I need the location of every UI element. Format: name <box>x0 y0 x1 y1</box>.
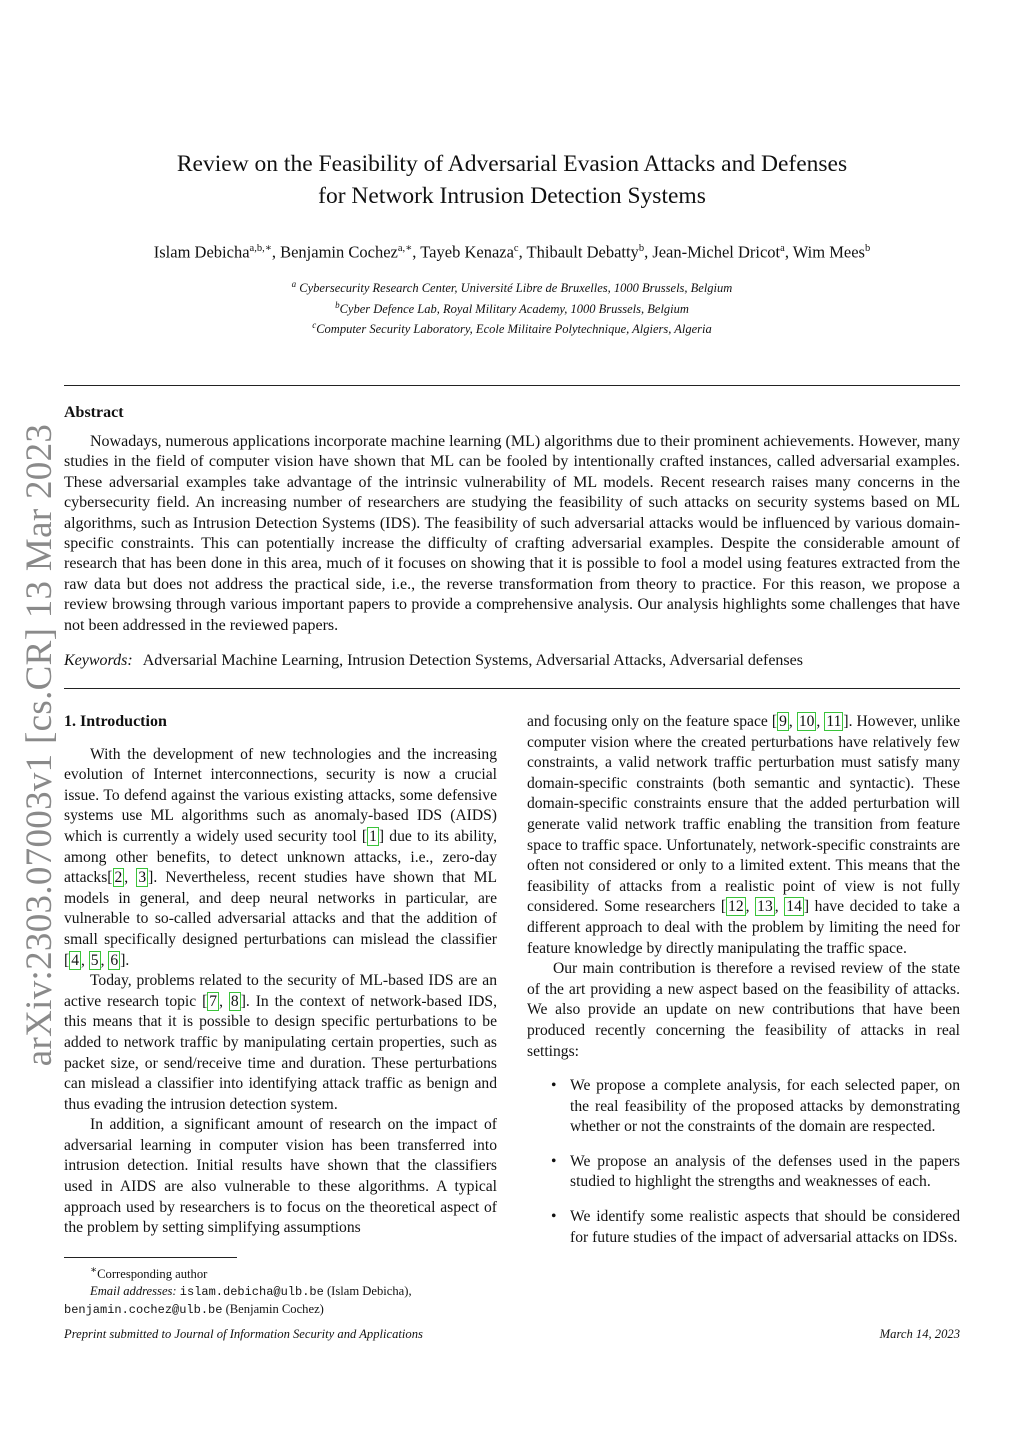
author-affiliation-mark: b <box>638 243 645 254</box>
footnote-rule <box>64 1257 237 1258</box>
contribution-text: We propose a complete analysis, for each selected paper, on the real feasibility of the proposed attacks by demonstrating whether or not the constraints of the domain are respected. <box>570 1077 960 1136</box>
contribution-text: We propose an analysis of the defenses used in the papers studied to highlight the strengths and weaknesses of each. <box>570 1152 960 1191</box>
author-name: Benjamin Cochez <box>280 242 398 262</box>
citation-link[interactable]: 14 <box>786 898 802 916</box>
affiliation-a <box>64 276 960 297</box>
paragraph-text: , <box>124 869 137 887</box>
paragraph-text: ]. However, unlike computer vision where the created perturbations have relatively few constraints, a valid network traffic perturbation must satisfy many domain-specific constraints (both semantic and syntactic). These domain-specific constraints ensure that the added perturbation will generate valid network traffic enabling the transition from feature space to traffic space. Unfortunately, network-specific constraints are often not considered or only to a limited extent. This means that the feasibility of attacks from a realistic point of view is not fully considered. Some researchers [ <box>527 713 960 916</box>
paragraph-text: , <box>100 951 109 969</box>
author-name: Islam Debicha <box>153 242 250 262</box>
author-name: Thibault Debatty <box>526 242 639 262</box>
paragraph-text: ] due to its ability, among other benefits, to detect unknown attacks, i.e., zero-day attacks[ <box>64 827 497 887</box>
paragraph-text: With the development of new technologies and the increasing evolution of Internet interconnections, security is now a crucial issue. To defend against the various existing attacks, some defensive systems use ML algorithms such as anomaly-based IDS (AIDS) which is currently a widely used security tool [ <box>64 745 497 845</box>
affiliation-c <box>64 317 960 338</box>
intro-paragraph-3: In addition, a significant amount of research on the impact of adversarial learning in computer vision has been transferred into intrusion detection. Initial results have shown that the classifiers used in AIDS are also vulnerable to these algorithms. A typical approach used by researchers is to focus on the theoretical aspect of the problem by setting simplifying assumptions <box>64 1116 497 1237</box>
author-affiliation-mark: a,∗ <box>397 243 413 254</box>
citation-link[interactable]: 9 <box>779 713 787 730</box>
affiliation-mark: a <box>291 279 297 289</box>
affiliation-text: Cyber Defence Lab, Royal Military Academy, 1000 Brussels, Belgium <box>339 301 689 316</box>
affiliation-list <box>64 276 960 338</box>
citation-link[interactable]: 13 <box>757 898 773 916</box>
abstract-rule <box>64 688 960 689</box>
citation-link[interactable]: 6 <box>110 951 119 969</box>
paragraph-text: , <box>81 951 89 969</box>
title-line-1: Review on the Feasibility of Adversarial Evasion Attacks and Defenses <box>176 151 848 177</box>
citation-link[interactable]: 1 <box>369 827 377 845</box>
author-separator: , <box>644 242 653 262</box>
citation-link[interactable]: 11 <box>826 713 842 730</box>
bullet-icon: • <box>551 1208 557 1226</box>
affiliation-text: Computer Security Laboratory, Ecole Militaire Polytechnique, Algiers, Algeria <box>316 322 712 337</box>
affiliation-b <box>64 297 960 318</box>
section-heading: 1. Introduction <box>64 713 167 730</box>
bullet-icon: • <box>551 1077 557 1095</box>
author-separator: , <box>412 242 421 262</box>
author-separator: , <box>271 242 281 262</box>
contribution-text: We identify some realistic aspects that should be considered for future studies of the impact of adversarial attacks on IDSs. <box>570 1208 960 1246</box>
paragraph-text: ]. <box>120 951 130 969</box>
keywords-text: Adversarial Machine Learning, Intrusion Detection Systems, Adversarial Attacks, Adversarial defenses <box>142 652 803 669</box>
paragraph-text: , <box>219 992 229 1010</box>
author-affiliation-mark: a,b,∗ <box>249 243 272 254</box>
author-affiliation-mark: b <box>864 243 871 254</box>
corresponding-author-note: ∗Corresponding author <box>90 1265 208 1282</box>
citation-link[interactable]: 10 <box>798 713 815 730</box>
citation-link[interactable]: 5 <box>90 951 99 969</box>
affiliation-text: Cybersecurity Research Center, Université Libre de Bruxelles, 1000 Brussels, Belgium <box>296 281 733 296</box>
intro-paragraph-4 <box>527 712 960 959</box>
contribution-item <box>527 1076 960 1138</box>
paragraph-text: ]. Nevertheless, recent studies have shown that ML models in general, and deep neural networks in particular, are vulnerable to so-called adversarial attacks and that the addition of small specifically designed perturbations can mislead the classifier [ <box>64 869 497 969</box>
footnote <box>64 1262 497 1319</box>
author-separator: , <box>518 242 527 262</box>
email-line: Email addresses: islam.debicha@ulb.be (Islam Debicha), <box>90 1284 412 1300</box>
citation-link[interactable]: 2 <box>114 869 123 887</box>
contribution-item <box>527 1152 960 1193</box>
citation-link[interactable]: 4 <box>71 951 79 969</box>
paragraph-text: , <box>788 713 797 730</box>
abstract-text: Nowadays, numerous applications incorporate machine learning (ML) algorithms due to their prominent achievements. However, many studies in the field of computer vision have shown that ML can be fooled by intentionally crafted instances, called adversarial examples. These adversarial examples take advantage of the intrinsic vulnerability of ML models. Recent research raises many concerns in the cybersecurity field. An increasing number of researchers are studying the feasibility of such attacks on security systems based on ML algorithms, such as Intrusion Detection Systems (IDS). The feasibility of such adversarial attacks would be influenced by various domain-specific constraints. This can potentially increase the difficulty of crafting adversarial examples. Despite the considerable amount of research that has been done in this area, much of it focuses on showing that it is possible to fool a model using features extracted from the raw data but does not address the practical side, i.e., the reverse transformation from theory to practice. For this reason, we propose a review browsing through various important papers to provide a comprehensive analysis. Our analysis highlights some challenges that have not been addressed in the reviewed papers. <box>64 433 960 634</box>
intro-paragraph-1 <box>64 745 497 972</box>
citation-link[interactable]: 12 <box>728 898 744 916</box>
paragraph-text: , <box>774 898 785 916</box>
arxiv-id: arXiv:2303.07003v1 [cs.CR] 13 Mar 2023 <box>19 423 60 1067</box>
email-link-cochez[interactable]: benjamin.cochez@ulb.be <box>64 1303 223 1318</box>
author-affiliation-mark: a <box>780 243 785 254</box>
abstract-heading: Abstract <box>64 404 124 421</box>
contribution-list <box>527 1076 960 1248</box>
intro-paragraph-2 <box>64 971 497 1115</box>
paragraph-text: ]. In the context of network-based IDS, this means that it is possible to design specific perturbations to be added to network traffic by manipulating certain properties, such as packet size, or send/receive time and duration. These perturbations can mislead a classifier into identifying attack traffic as benign and thus evading the intrusion detection system. <box>64 992 498 1113</box>
paper-title <box>64 148 960 212</box>
intro-paragraph-5: Our main contribution is therefore a revised review of the state of the art providing a new aspect based on the feasibility of attacks. We also provide an update on new contributions that have been produced recently concerning the feasibility of attacks in real settings: <box>527 960 960 1060</box>
affiliation-mark: b <box>335 299 340 310</box>
preprint-note: Preprint submitted to Journal of Information Security and Applications <box>64 1327 423 1341</box>
citation-link[interactable]: 3 <box>138 869 147 887</box>
paragraph-text: Today, problems related to the security of ML-based IDS are an active research topic [ <box>64 972 497 1010</box>
paragraph-text: ] have decided to take a different approach to deal with the problem by limiting the need for feature knowledge by directly manipulating the traffic space. <box>527 898 960 957</box>
citation-link[interactable]: 7 <box>209 992 218 1010</box>
author-separator: , <box>784 242 793 262</box>
title-line-2: for Network Intrusion Detection Systems <box>318 183 706 209</box>
header-rule <box>64 385 960 386</box>
keywords <box>64 652 960 670</box>
paragraph-text: , <box>745 898 756 916</box>
email-link-debicha[interactable]: islam.debicha@ulb.be <box>179 1285 324 1300</box>
author-name: Jean-Michel Dricot <box>652 242 781 262</box>
email-line-2: benjamin.cochez@ulb.be (Benjamin Cochez) <box>64 1302 324 1318</box>
author-name: Tayeb Kenaza <box>420 242 514 262</box>
keywords-label: Keywords: <box>64 652 133 669</box>
citation-link[interactable]: 8 <box>230 992 239 1010</box>
paragraph-text: , <box>816 713 825 730</box>
right-column <box>527 712 960 1262</box>
bullet-icon: • <box>551 1152 557 1170</box>
paragraph-text: and focusing only on the feature space [ <box>527 713 778 730</box>
date-note: March 14, 2023 <box>879 1327 960 1341</box>
author-name: Wim Mees <box>792 242 865 262</box>
author-list <box>64 238 960 264</box>
contribution-item <box>527 1207 960 1248</box>
left-column <box>64 712 497 1239</box>
affiliation-mark: c <box>312 320 317 331</box>
author-affiliation-mark: c <box>513 243 519 254</box>
